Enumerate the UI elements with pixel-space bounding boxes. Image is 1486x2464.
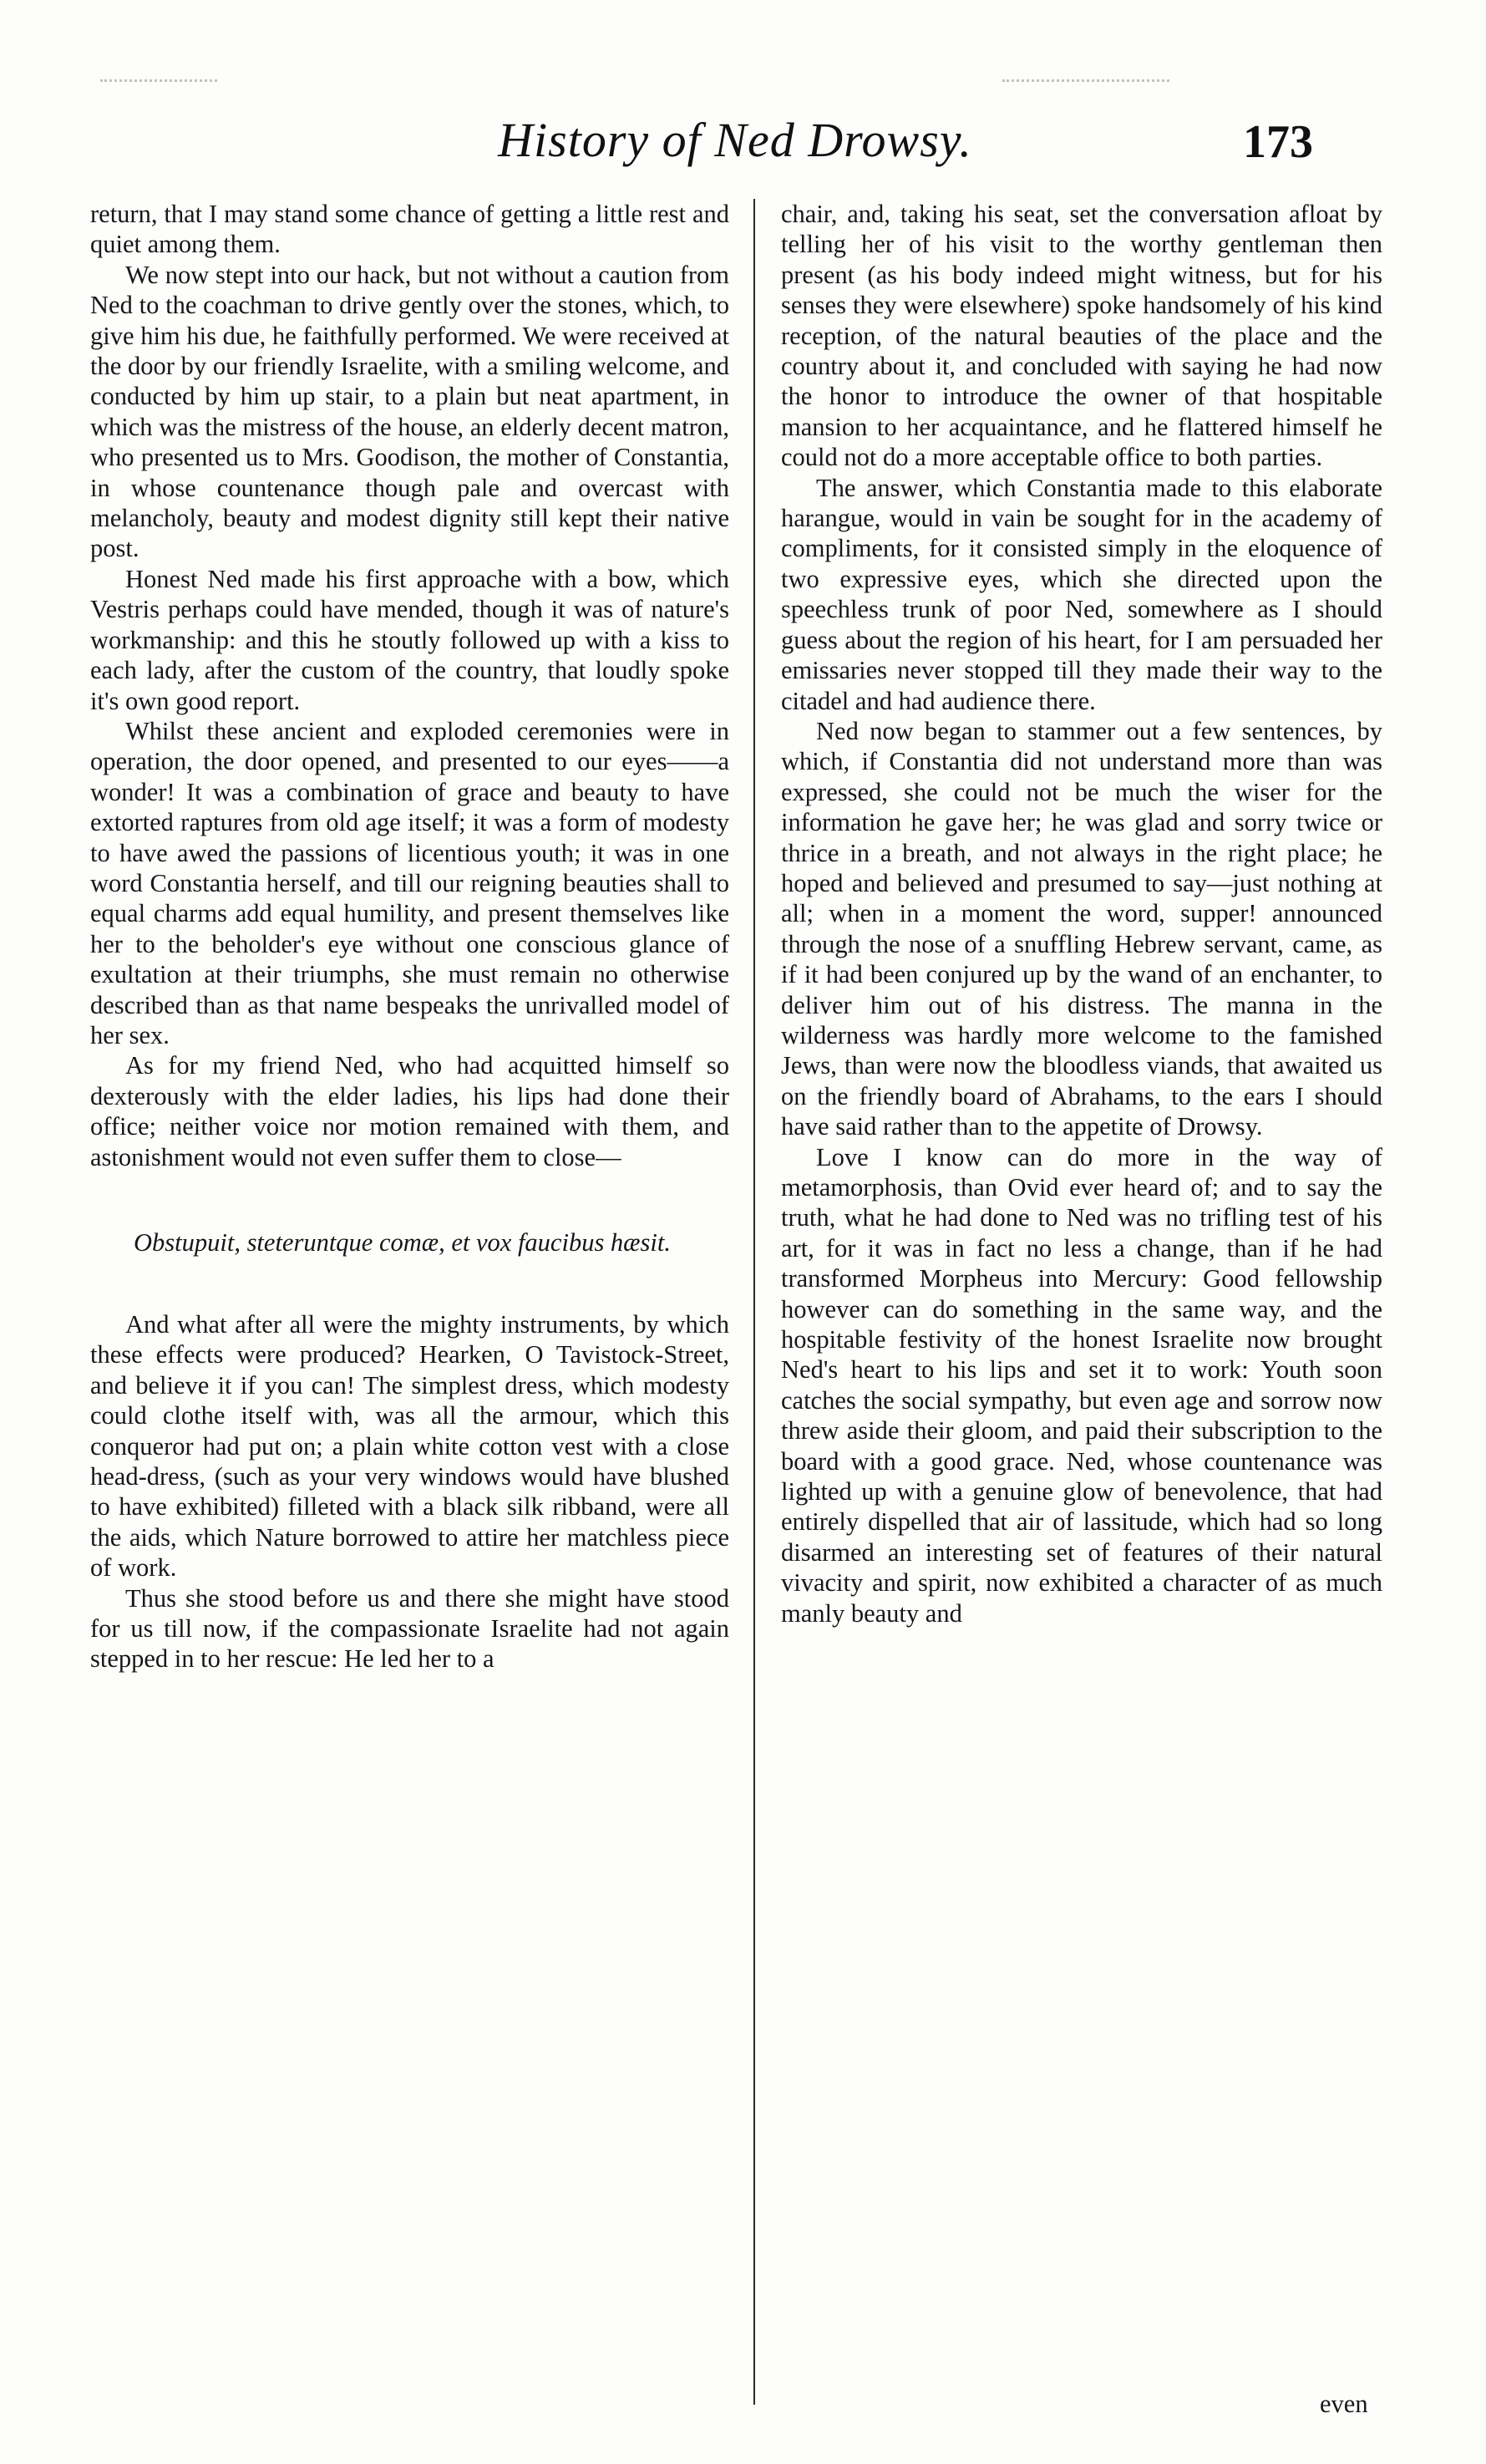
paragraph: return, that I may stand some chance of getting a little rest and quiet among them. [90, 200, 729, 259]
left-column [90, 199, 729, 1674]
paragraph: The answer, which Constantia made to this elaborate harangue, would in vain be sought for in the academy of compliments, for it consisted simply in the eloquence of two expressive eyes, which she directed upon the speechless trunk of poor Ned, somewhere as I should guess about the region of his heart, for I am persuaded her emissaries never stopped till they made their way to the citadel and had audience there. [781, 473, 1382, 715]
catch-word: even [1320, 2390, 1368, 2418]
running-title: History of Ned Drowsy. [498, 113, 972, 167]
running-head [0, 90, 1486, 182]
paragraph: Whilst these ancient and exploded ceremonies were in operation, the door opened, and presented to our eyes——a wonder! It was a combination of grace and beauty to have extorted raptures from old age itself; it was a form of modesty to have awed the passions of licentious youth; it was in one word Constantia herself, and till our reigning beauties shall to equal charms add equal humility, and present themselves like her to the beholder's eye without one conscious glance of exultation at their triumphs, she must remain no otherwise described than as that name bespeaks the unrivalled model of her sex. [90, 716, 729, 1049]
right-column [781, 199, 1382, 1628]
paragraph: And what after all were the mighty instruments, by which these effects were produced? Hearken, O Tavistock-Street, and believe it if you can! The simplest dress, which modesty could clothe itself with, was all the armour, which this conqueror had put on; a plain white cotton vest with a close head-dress, (such as your very windows would have blushed to have exhibited) filleted with a black silk ribband, were all the aids, which Nature borrowed to attire her matchless piece of work. [90, 1310, 729, 1583]
paragraph: Ned now began to stammer out a few sentences, by which, if Constantia did not understand more than was expressed, she could not be much the wiser for the information he gave her; he was glad and sorry twice or thrice in a breath, and not always in the right place; he hoped and believed and presumed to say—just nothing at all; when in a moment the word, supper! announced through the nose of a snuffling Hebrew servant, came, as if it had been conjured up by the wand of an enchanter, to deliver him out of his distress. The manna in the wilderness was hardly more welcome to the famished Jews, than were now the bloodless viands, that awaited us on the friendly board of Abrahams, to the ears I should have said rather than to the appetite of Drowsy. [781, 716, 1382, 1141]
paragraph: Honest Ned made his first approache with a bow, which Vestris perhaps could have mended, though it was of nature's workmanship: and this he stoutly followed up with a kiss to each lady, after the custom of the country, that loudly spoke it's own good report. [90, 564, 729, 715]
paragraph: We now stept into our hack, but not without a caution from Ned to the coachman to drive gently over the stones, which, to give him his due, he faithfully performed. We were received at the door by our friendly Israelite, with a smiling welcome, and conducted by him up stair, to a plain but neat apartment, in which was the mistress of the house, an elderly decent matron, who presented us to Mrs. Goodison, the mother of Constantia, in whose countenance though pale and overcast with melancholy, beauty and modest dignity still kept their native post. [90, 260, 729, 563]
paragraph: chair, and, taking his seat, set the conversation afloat by telling her of his visit to the worthy gentleman then present (as his body indeed might witness, but for his senses they were elsewhere) spoke handsomely of his kind reception, of the natural beauties of the place and the country about it, and concluded with saying he had now the honor to introduce the owner of that hospitable mansion to her acquaintance, and he flattered himself he could not do a more acceptable office to both parties. [781, 200, 1382, 472]
paragraph: Thus she stood before us and there she might have stood for us till now, if the compassionate Israelite had not again stepped in to her rescue: He led her to a [90, 1583, 729, 1674]
paragraph: Love I know can do more in the way of metamorphosis, than Ovid ever heard of; and to say the truth, what he had done to Ned was no trifling test of his art, for it was in fact no less a change, than if he had transformed Morpheus into Mercury: Good fellowship however can do something in the same way, and the hospitable festivity of the honest Israelite now brought Ned's heart to his lips and set it to work: Youth soon catches the social sympathy, but even age and sorrow now threw aside their gloom, and paid their subscription to the board with a good grace. Ned, whose countenance was lighted up with a genuine glow of benevolence, that had entirely dispelled that air of lassitude, which had so long disarmed an interesting set of features of their natural vivacity and spirit, now exhibited a character of as much manly beauty and [781, 1142, 1382, 1628]
column-rule [753, 199, 755, 2405]
paragraph: As for my friend Ned, who had acquitted himself so dexterously with the elder ladies, his lips had done their office; neither voice nor motion remained with them, and astonishment would not even suffer them to close— [90, 1051, 729, 1171]
page-number: 173 [1243, 116, 1313, 168]
latin-quotation: Obstupuit, steteruntque comæ, et vox faucibus hæsit. [134, 1228, 671, 1257]
